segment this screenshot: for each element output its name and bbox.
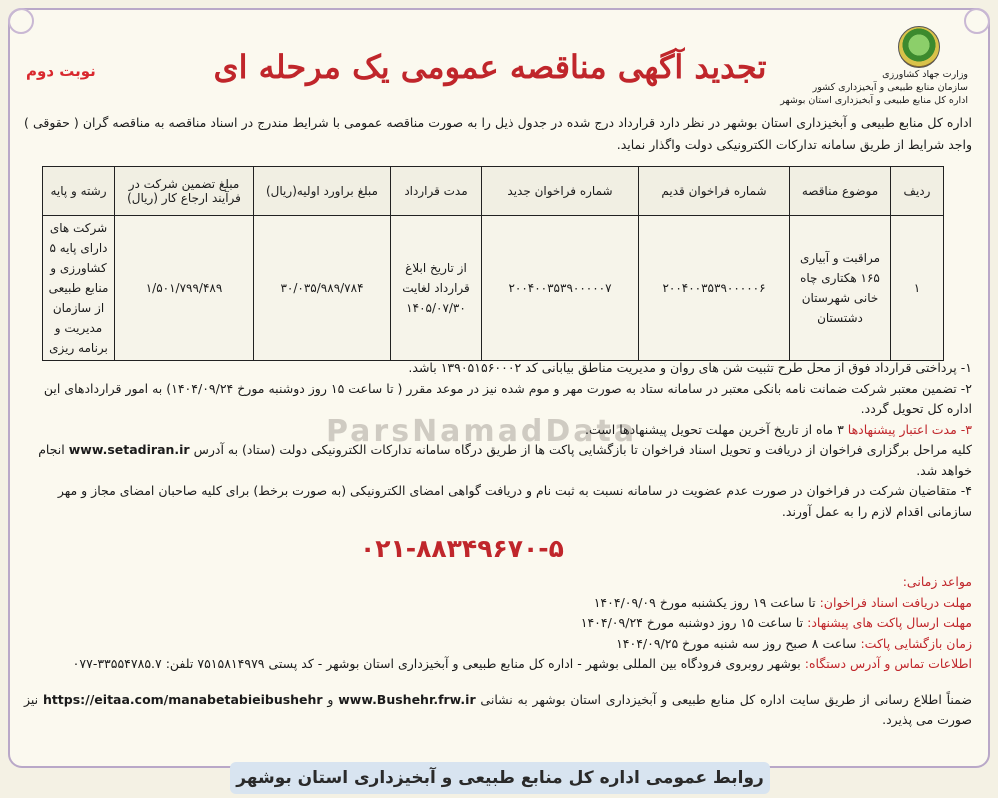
schedule-label: مهلت دریافت اسناد فراخوان:: [819, 594, 972, 610]
table-row: [43, 216, 944, 361]
eitaa-link[interactable]: https://eitaa.com/manabetabieibushehr: [42, 692, 323, 707]
col-duration: مدت قرارداد: [391, 167, 482, 216]
closing-text-1: ضمناً اطلاع رسانی از طریق سایت اداره کل منابع طبیعی و آبخیزداری استان بوشهر به نشانی: [480, 692, 972, 707]
note-3b: [24, 440, 972, 481]
cell-guarantee: ۱/۵۰۱/۷۹۹/۴۸۹: [115, 216, 254, 361]
note-3-label: ۳- مدت اعتبار پیشنهادها: [847, 421, 972, 437]
frame-corner-ornament: [8, 8, 34, 34]
cell-row-number: ۱: [891, 216, 944, 361]
schedule-value: تا ساعت ۱۵ روز دوشنبه مورخ ۱۴۰۴/۰۹/۲۴: [580, 615, 804, 630]
cell-field-grade: شرکت های دارای پایه ۵ کشاورزی و منابع طبیعی از سازمان مدیریت و برنامه ریزی: [43, 216, 115, 361]
schedule-label: اطلاعات تماس و آدرس دستگاه:: [804, 656, 972, 671]
schedule-label: مهلت ارسال پاکت های پیشنهاد:: [807, 615, 972, 630]
col-field-grade: رشته و پایه: [43, 167, 115, 216]
schedule-item: [24, 654, 972, 675]
note-4: ۴- متقاضیان شرکت در فراخوان در صورت عدم عضویت در سامانه نسبت به ثبت نام و دریافت گواهی امضای الکترونیکی (به صورت برخط) برای کلیه صاحبان امضای مجاز و مهر سازمانی اقدام لازم را به عمل آورند.: [57, 483, 972, 519]
note-3c-text: انجام خواهد شد.: [38, 442, 972, 478]
org-line-1: وزارت جهاد کشاورزی: [882, 69, 968, 80]
cell-estimate: ۳۰/۰۳۵/۹۸۹/۷۸۴: [254, 216, 391, 361]
footer-banner: روابط عمومی اداره کل منابع طبیعی و آبخیزداری استان بوشهر: [230, 762, 770, 794]
note-3b-text: کلیه مراحل برگزاری فراخوان از دریافت و تحویل اسناد فراخوان تا بازگشایی پاکت ها از طریق درگاه سامانه تدارکات الکترونیکی دولت (ستاد) به آدرس: [193, 442, 972, 457]
watermark: ParsNamadData: [326, 414, 638, 449]
ministry-logo-icon: [898, 26, 940, 68]
cell-old-call-number: ۲۰۰۴۰۰۳۵۳۹۰۰۰۰۰۶: [639, 216, 790, 361]
notes-block: [24, 358, 972, 522]
schedule-label: زمان بازگشایی پاکت:: [860, 635, 972, 651]
setad-link[interactable]: www.setadiran.ir: [68, 442, 190, 457]
schedule-item: [24, 593, 972, 614]
col-guarantee: مبلغ تضمین شرکت در فرآیند ارجاع کار (ریال): [115, 167, 254, 216]
org-line-2: سازمان منابع طبیعی و آبخیزداری کشور: [812, 82, 968, 93]
organization-block: [780, 68, 968, 107]
intro-paragraph: اداره کل منابع طبیعی و آبخیزداری استان بوشهر در نظر دارد قرارداد درج شده در جدول ذیل را به صورت مناقصه عمومی با شرایط مندرج در اسناد مناقصه به مناقصه گران ( حقوقی ) واجد شرایط از طریق سامانه تدارکات الکترونیکی دولت واگذار نماید.: [24, 115, 972, 152]
schedule-value: تا ساعت ۱۹ روز یکشنبه مورخ ۱۴۰۴/۰۹/۰۹: [593, 594, 816, 610]
cell-subject: مراقبت و آبیاری ۱۶۵ هکتاری چاه خانی شهرستان دشتستان: [790, 216, 891, 361]
frame-corner-ornament: [964, 8, 990, 34]
note-1: ۱- پرداختی قرارداد فوق از محل طرح تثبیت شن های روان و مدیریت مناطق بیابانی کد ۱۳۹۰۵۱۵۶۰۰۰۲ باشد.: [408, 360, 972, 375]
note-3-text: ۳ ماه از تاریخ آخرین مهلت تحویل پیشنهادها است.: [585, 421, 844, 437]
schedule-heading: مواعد زمانی:: [902, 574, 972, 589]
table-header-row: [43, 167, 944, 216]
col-new-call-number: شماره فراخوان جدید: [482, 167, 639, 216]
col-estimate: مبلغ براورد اولیه(ریال): [254, 167, 391, 216]
schedule-item: [24, 634, 972, 655]
round-label: نوبت دوم: [26, 62, 96, 80]
notice-title: تجدید آگهی مناقصه عمومی یک مرحله ای: [213, 48, 767, 86]
col-row-number: ردیف: [891, 167, 944, 216]
cell-duration: از تاریخ ابلاغ قرارداد لغایت ۱۴۰۵/۰۷/۳۰: [391, 216, 482, 361]
schedule-block: [24, 572, 972, 675]
schedule-value: ساعت ۸ صبح روز سه شنبه مورخ ۱۴۰۴/۰۹/۲۵: [616, 635, 857, 651]
tender-table: [42, 166, 944, 361]
note-3: [24, 420, 972, 441]
schedule-item: [24, 613, 972, 634]
schedule-value: بوشهر روبروی فرودگاه بین المللی بوشهر - اداره کل منابع طبیعی و آبخیزداری استان بوشهر - کد پستی ۷۵۱۵۸۱۴۹۷۹ تلفن: ۳۳۵۵۴۷۸۵.۷-۰۷۷: [72, 656, 801, 671]
org-line-3: اداره کل منابع طبیعی و آبخیزداری استان بوشهر: [780, 95, 968, 106]
col-subject: موضوع مناقصه: [790, 167, 891, 216]
note-2: ۲- تضمین معتبر شرکت ضمانت نامه بانکی معتبر در سامانه ستاد به صورت مهر و موم شده نیز در موعد مقرر ( تا ساعت ۱۵ روز دوشنبه مورخ ۱۴۰۴/۰۹/۲۴) به امور قراردادهای این اداره کل تحویل گردد.: [43, 380, 972, 416]
website-link[interactable]: www.Bushehr.frw.ir: [338, 692, 476, 707]
col-old-call-number: شماره فراخوان قدیم: [639, 167, 790, 216]
closing-text-2: نیز صورت می پذیرد.: [24, 692, 972, 727]
support-phone: ۰۲۱-۸۸۳۴۹۶۷۰-۵: [360, 534, 564, 563]
closing-and: و: [327, 692, 334, 707]
cell-new-call-number: ۲۰۰۴۰۰۳۵۳۹۰۰۰۰۰۷: [482, 216, 639, 361]
closing-block: [24, 690, 972, 730]
